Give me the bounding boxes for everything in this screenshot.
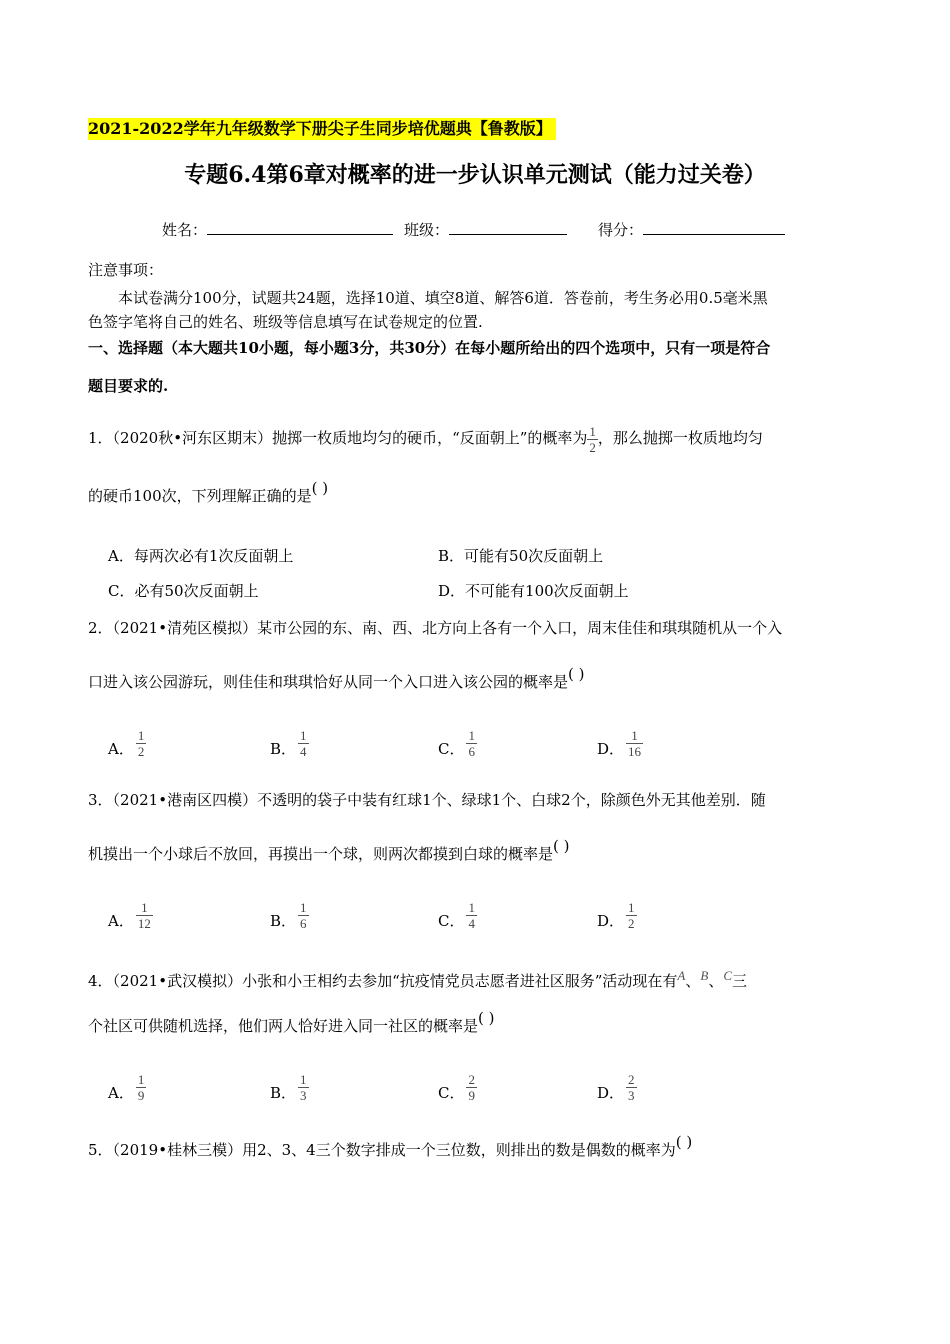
- answer-parentheses: ( ): [478, 1009, 495, 1027]
- q2-text-line2: 口进入该公园游玩，则佳佳和琪琪恰好从同一个入口进入该公园的概率是: [88, 673, 569, 691]
- score-label: 得分：: [598, 221, 644, 239]
- question-3-line-1: 3．（2021•港南区四模）不透明的袋子中装有红球1个、绿球1个、白球2个，除颜色外无其他差别．随: [88, 791, 766, 809]
- option-fraction: [466, 1072, 477, 1103]
- option-label: B．: [270, 1084, 297, 1102]
- option-fraction: [298, 900, 309, 931]
- fraction-numerator: 1: [300, 728, 307, 743]
- q3-option-b: [270, 900, 309, 931]
- class-label: 班级：: [404, 221, 450, 239]
- page-title: 专题6.4第6章对概率的进一步认识单元测试（能力过关卷）: [184, 162, 766, 188]
- option-label: D．: [597, 1084, 625, 1102]
- answer-parentheses: ( ): [311, 479, 329, 497]
- question-2-line-2: [88, 665, 585, 692]
- option-label: B．: [270, 912, 297, 930]
- notice-line-1: 本试卷满分100分，试题共24题，选择10道、填空8道、解答6道．答卷前，考生务必用0.5毫米黑: [118, 289, 768, 307]
- question-2-line-1: 2．（2021•清苑区模拟）某市公园的东、南、西、北方向上各有一个入口，周末佳佳和琪琪随机从一个入: [88, 619, 783, 637]
- fraction-denominator: 16: [628, 744, 642, 759]
- option-fraction: [136, 900, 153, 931]
- notice-line-2: 色签字笔将自己的姓名、班级等信息填写在试卷规定的位置.: [88, 313, 483, 331]
- option-fraction: [136, 1072, 147, 1103]
- fraction-numerator: 1: [468, 728, 475, 743]
- separator: 、: [708, 972, 724, 990]
- q4-option-d: [597, 1072, 637, 1103]
- question-4-line-1: [88, 966, 747, 991]
- q4-text-a: 4．（2021•武汉模拟）小张和小王相约去参加“抗疫情党员志愿者进社区服务”活动现在有: [88, 972, 678, 990]
- q4-option-a: [108, 1072, 146, 1103]
- q4-text-b: 三: [732, 972, 748, 990]
- q1-text-line2: 的硬币100次，下列理解正确的是: [88, 487, 312, 505]
- fraction-numerator: 1: [137, 1072, 145, 1087]
- q2-option-a: [108, 728, 146, 759]
- q3-option-d: [597, 900, 637, 931]
- option-fraction: [626, 1072, 637, 1103]
- fraction-numerator: 2: [468, 1072, 475, 1087]
- answer-parentheses: ( ): [553, 837, 570, 855]
- option-label: D．: [597, 912, 625, 930]
- option-label: C．: [438, 1084, 465, 1102]
- fraction-numerator: 1: [141, 900, 148, 915]
- fraction-numerator: 2: [628, 1072, 635, 1087]
- section-heading-line-1: 一、选择题（本大题共10小题，每小题3分，共30分）在每小题所给出的四个选项中，只有一项是符合: [88, 339, 771, 357]
- option-fraction: [298, 1072, 309, 1103]
- q1-option-c: C．必有50次反面朝上: [108, 582, 259, 600]
- question-4-line-2: [88, 1009, 495, 1036]
- class-blank: [449, 220, 567, 235]
- fraction-denominator: 4: [468, 916, 475, 931]
- fraction-numerator: 1: [589, 423, 596, 439]
- option-label: D．: [597, 740, 625, 758]
- q1-text-b: ，那么抛掷一枚质地均匀: [597, 429, 763, 447]
- q1-option-d: D．不可能有100次反面朝上: [438, 582, 629, 600]
- option-fraction: [466, 900, 477, 931]
- answer-parentheses: ( ): [675, 1133, 693, 1151]
- option-label: B．: [270, 740, 297, 758]
- question-3-line-2: [88, 837, 570, 864]
- fraction-denominator: 2: [628, 916, 635, 931]
- fraction-denominator: 3: [628, 1088, 635, 1103]
- question-1-line-1: [88, 420, 763, 456]
- community-c: C: [723, 968, 733, 983]
- section-heading-line-2: 题目要求的.: [88, 377, 169, 395]
- class-field: [404, 220, 567, 240]
- q4-text-line2: 个社区可供随机选择，他们两人恰好进入同一社区的概率是: [88, 1017, 479, 1035]
- fraction-denominator: 4: [300, 744, 307, 759]
- question-1-line-2: [88, 479, 329, 506]
- option-label: A．: [108, 740, 134, 758]
- fraction-denominator: 6: [468, 744, 475, 759]
- q1-text-a: 1．（2020秋•河东区期末）抛掷一枚质地均匀的硬币，“反面朝上”的概率为: [88, 429, 588, 447]
- fraction-denominator: 3: [300, 1088, 307, 1103]
- score-blank: [643, 220, 785, 235]
- fraction-numerator: 1: [628, 900, 635, 915]
- q3-option-a: [108, 900, 153, 931]
- fraction-denominator: 12: [137, 916, 151, 931]
- separator: 、: [685, 972, 701, 990]
- series-banner: 2021-2022学年九年级数学下册尖子生同步培优题典【鲁教版】: [88, 118, 556, 140]
- name-field: [162, 220, 393, 240]
- option-label: C．: [438, 740, 465, 758]
- option-fraction: [626, 900, 637, 931]
- fraction-one-half: [587, 424, 598, 455]
- community-b: B: [700, 968, 709, 983]
- option-label: A．: [108, 1084, 134, 1102]
- fraction-numerator: 1: [468, 900, 475, 915]
- option-fraction: [466, 728, 477, 759]
- q2-option-b: [270, 728, 309, 759]
- fraction-denominator: 2: [137, 744, 145, 759]
- option-label: C．: [438, 912, 465, 930]
- fraction-denominator: 9: [137, 1088, 145, 1103]
- answer-parentheses: ( ): [568, 665, 585, 683]
- q4-option-c: [438, 1072, 477, 1103]
- q2-option-c: [438, 728, 477, 759]
- fraction-denominator: 9: [468, 1088, 475, 1103]
- score-field: [598, 220, 785, 240]
- fraction-numerator: 1: [137, 728, 145, 743]
- fraction-numerator: 1: [300, 900, 307, 915]
- q5-text-line1: 5．（2019•桂林三模）用2、3、4三个数字排成一个三位数，则排出的数是偶数的概率为: [88, 1141, 676, 1159]
- q2-option-d: [597, 728, 643, 759]
- option-label: A．: [108, 912, 134, 930]
- question-5-line-1: [88, 1133, 693, 1160]
- option-fraction: [298, 728, 309, 759]
- q1-option-a: A．每两次必有1次反面朝上: [108, 547, 294, 565]
- fraction-numerator: 1: [631, 728, 638, 743]
- name-label: 姓名：: [162, 221, 208, 239]
- q4-option-b: [270, 1072, 309, 1103]
- option-fraction: [626, 728, 643, 759]
- q3-option-c: [438, 900, 477, 931]
- fraction-denominator: 2: [589, 439, 596, 455]
- q1-option-b: B．可能有50次反面朝上: [438, 547, 604, 565]
- notice-heading: 注意事项：: [88, 261, 164, 279]
- fraction-denominator: 6: [300, 916, 307, 931]
- q3-text-line2: 机摸出一个小球后不放回，再摸出一个球，则两次都摸到白球的概率是: [88, 845, 554, 863]
- fraction-numerator: 1: [300, 1072, 307, 1087]
- name-blank: [207, 220, 393, 235]
- community-a: A: [677, 968, 686, 983]
- option-fraction: [136, 728, 147, 759]
